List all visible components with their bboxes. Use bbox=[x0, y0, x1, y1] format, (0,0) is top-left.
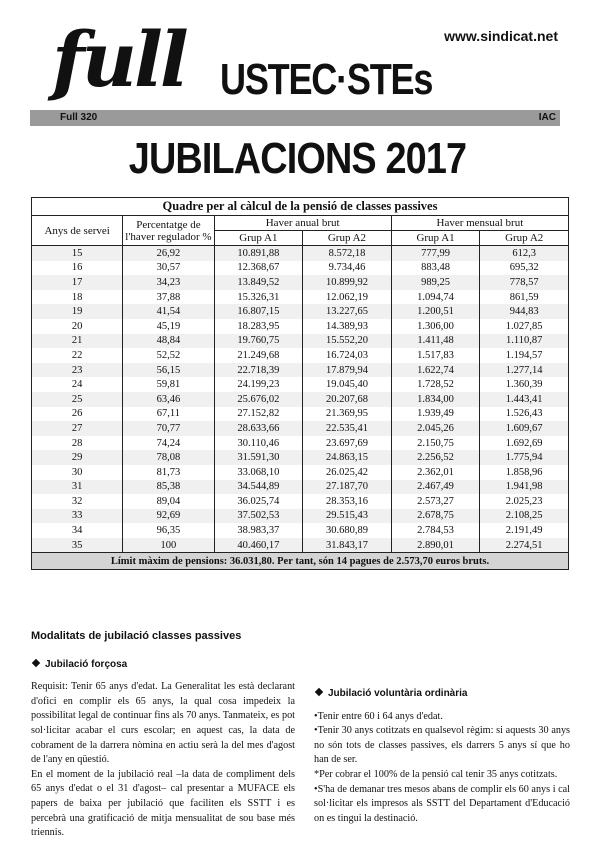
cell-annual-a2: 22.535,41 bbox=[303, 421, 392, 436]
cell-annual-a1: 25.676,02 bbox=[214, 392, 303, 407]
cell-annual-a1: 18.283,95 bbox=[214, 319, 303, 334]
header-annual-a2: Grup A2 bbox=[303, 231, 392, 246]
table-row bbox=[32, 246, 569, 261]
cell-monthly-a2: 1.027,85 bbox=[480, 319, 569, 334]
cell-years: 29 bbox=[32, 450, 123, 465]
website-link[interactable]: www.sindicat.net bbox=[444, 28, 558, 44]
cell-annual-a2: 8.572,18 bbox=[303, 246, 392, 261]
diamond-bullet-icon bbox=[32, 658, 40, 666]
cell-monthly-a2: 1.775,94 bbox=[480, 450, 569, 465]
table-row bbox=[32, 450, 569, 465]
header-percentage-line1: Percentatge de bbox=[136, 218, 201, 231]
cell-years: 23 bbox=[32, 363, 123, 378]
cell-years: 25 bbox=[32, 392, 123, 407]
table-row bbox=[32, 407, 569, 422]
cell-monthly-a1: 2.573,27 bbox=[391, 494, 480, 509]
header-annual: Haver anual brut bbox=[214, 216, 391, 231]
cell-percentage: 52,52 bbox=[123, 348, 214, 363]
cell-monthly-a2: 1.609,67 bbox=[480, 421, 569, 436]
table-row bbox=[32, 538, 569, 553]
cell-monthly-a1: 1.094,74 bbox=[391, 290, 480, 305]
voluntary-paragraph-1: •Tenir entre 60 i 64 anys d'edat. bbox=[314, 710, 443, 722]
cell-annual-a1: 28.633,66 bbox=[214, 421, 303, 436]
cell-years: 35 bbox=[32, 538, 123, 553]
cell-monthly-a2: 2.025,23 bbox=[480, 494, 569, 509]
cell-percentage: 74,24 bbox=[123, 436, 214, 451]
cell-percentage: 70,77 bbox=[123, 421, 214, 436]
cell-annual-a1: 12.368,67 bbox=[214, 261, 303, 276]
cell-annual-a1: 36.025,74 bbox=[214, 494, 303, 509]
header-monthly-a2: Grup A2 bbox=[480, 231, 569, 246]
cell-monthly-a1: 2.362,01 bbox=[391, 465, 480, 480]
cell-annual-a1: 15.326,31 bbox=[214, 290, 303, 305]
cell-monthly-a1: 1.306,00 bbox=[391, 319, 480, 334]
cell-annual-a2: 24.863,15 bbox=[303, 450, 392, 465]
cell-monthly-a2: 1.194,57 bbox=[480, 348, 569, 363]
cell-monthly-a1: 2.678,75 bbox=[391, 509, 480, 524]
cell-percentage: 41,54 bbox=[123, 304, 214, 319]
cell-years: 30 bbox=[32, 465, 123, 480]
cell-percentage: 56,15 bbox=[123, 363, 214, 378]
section-title: Modalitats de jubilació classes passives bbox=[31, 630, 242, 642]
cell-monthly-a2: 1.858,96 bbox=[480, 465, 569, 480]
voluntary-paragraph-2: •Tenir 30 anys cotitzats en qualsevol règim: si aquests 30 anys no són tots de classes passives, els darrers 5 anys sí que ho han de ser. bbox=[314, 725, 570, 766]
cell-annual-a2: 12.062,19 bbox=[303, 290, 392, 305]
table-row bbox=[32, 494, 569, 509]
cell-monthly-a1: 2.784,53 bbox=[391, 523, 480, 538]
cell-annual-a2: 27.187,70 bbox=[303, 480, 392, 495]
table-row bbox=[32, 363, 569, 378]
cell-percentage: 34,23 bbox=[123, 275, 214, 290]
cell-annual-a1: 34.544,89 bbox=[214, 480, 303, 495]
table-row bbox=[32, 523, 569, 538]
cell-monthly-a1: 1.939,49 bbox=[391, 407, 480, 422]
diamond-bullet-icon bbox=[315, 688, 323, 696]
table-row bbox=[32, 319, 569, 334]
cell-percentage: 37,88 bbox=[123, 290, 214, 305]
cell-annual-a2: 10.899,92 bbox=[303, 275, 392, 290]
table-row bbox=[32, 304, 569, 319]
header-annual-a1: Grup A1 bbox=[214, 231, 303, 246]
header-percentage-line2: l'haver regulador % bbox=[125, 230, 212, 243]
table-row bbox=[32, 480, 569, 495]
cell-percentage: 92,69 bbox=[123, 509, 214, 524]
cell-monthly-a1: 2.467,49 bbox=[391, 480, 480, 495]
cell-years: 32 bbox=[32, 494, 123, 509]
cell-annual-a1: 38.983,37 bbox=[214, 523, 303, 538]
cell-annual-a1: 24.199,23 bbox=[214, 377, 303, 392]
header-monthly: Haver mensual brut bbox=[391, 216, 568, 231]
table-row bbox=[32, 334, 569, 349]
cell-annual-a2: 30.680,89 bbox=[303, 523, 392, 538]
header-percentage bbox=[123, 216, 214, 246]
table-row bbox=[32, 392, 569, 407]
organization-tag: IAC bbox=[538, 112, 556, 123]
table-row bbox=[32, 275, 569, 290]
cell-annual-a2: 9.734,46 bbox=[303, 261, 392, 276]
cell-annual-a2: 20.207,68 bbox=[303, 392, 392, 407]
cell-annual-a1: 21.249,68 bbox=[214, 348, 303, 363]
cell-annual-a1: 31.591,30 bbox=[214, 450, 303, 465]
cell-years: 24 bbox=[32, 377, 123, 392]
table-row bbox=[32, 290, 569, 305]
cell-annual-a1: 27.152,82 bbox=[214, 407, 303, 422]
cell-monthly-a2: 1.277,14 bbox=[480, 363, 569, 378]
cell-monthly-a1: 989,25 bbox=[391, 275, 480, 290]
cell-percentage: 89,04 bbox=[123, 494, 214, 509]
cell-years: 16 bbox=[32, 261, 123, 276]
cell-monthly-a1: 2.256,52 bbox=[391, 450, 480, 465]
cell-years: 18 bbox=[32, 290, 123, 305]
cell-percentage: 59,81 bbox=[123, 377, 214, 392]
logo-ustec-stes: USTEC·STEs bbox=[220, 55, 433, 104]
cell-monthly-a2: 1.443,41 bbox=[480, 392, 569, 407]
cell-monthly-a1: 2.150,75 bbox=[391, 436, 480, 451]
cell-percentage: 100 bbox=[123, 538, 214, 553]
table-caption: Quadre per al càlcul de la pensió de classes passives bbox=[32, 198, 569, 216]
cell-monthly-a2: 1.360,39 bbox=[480, 377, 569, 392]
cell-monthly-a2: 2.191,49 bbox=[480, 523, 569, 538]
cell-monthly-a2: 1.110,87 bbox=[480, 334, 569, 349]
table-row bbox=[32, 436, 569, 451]
cell-percentage: 67,11 bbox=[123, 407, 214, 422]
header-monthly-a1: Grup A1 bbox=[391, 231, 480, 246]
cell-monthly-a2: 695,32 bbox=[480, 261, 569, 276]
cell-annual-a2: 15.552,20 bbox=[303, 334, 392, 349]
cell-percentage: 45,19 bbox=[123, 319, 214, 334]
cell-monthly-a2: 861,59 bbox=[480, 290, 569, 305]
table-row bbox=[32, 377, 569, 392]
cell-annual-a1: 37.502,53 bbox=[214, 509, 303, 524]
table-footer-note: Límit màxim de pensions: 36.031,80. Per tant, són 14 pagues de 2.573,70 euros bruts. bbox=[32, 553, 569, 570]
header-years: Anys de servei bbox=[32, 216, 123, 246]
forced-paragraph-1: Requisit: Tenir 65 anys d'edat. La Generalitat les està declarant d'ofici en complir els 65 anys, la qual cosa impedeix la possibilitat legal de continuar fins als 70 anys. Tanmateix, es pot sol·licitar acabar el curs escolar; en aquest cas, la data de cobrament de la darrera nòmina en actiu serà la del mes d'agost de l'any en qüestió. bbox=[31, 681, 295, 766]
cell-monthly-a1: 1.517,83 bbox=[391, 348, 480, 363]
cell-monthly-a2: 1.526,43 bbox=[480, 407, 569, 422]
cell-years: 31 bbox=[32, 480, 123, 495]
voluntary-paragraph-4: •S'ha de demanar tres mesos abans de complir els 60 anys i cal sol·licitar els impresos als SSTT del Departament d'Educació on es tingui la destinació. bbox=[314, 783, 570, 824]
cell-percentage: 81,73 bbox=[123, 465, 214, 480]
table-row bbox=[32, 421, 569, 436]
forced-retirement-title: Jubilació forçosa bbox=[45, 658, 128, 670]
cell-annual-a2: 14.389,93 bbox=[303, 319, 392, 334]
cell-annual-a2: 23.697,69 bbox=[303, 436, 392, 451]
cell-monthly-a2: 2.108,25 bbox=[480, 509, 569, 524]
cell-annual-a2: 31.843,17 bbox=[303, 538, 392, 553]
cell-monthly-a2: 612,3 bbox=[480, 246, 569, 261]
forced-paragraph-2: En el moment de la jubilació real –la data de compliment dels 65 anys d'edat o el 31 d'agost– cal presentar a MUFACE els papers de baixa per jubilació que faciliten els SSTT i es percebrà una gratificació de mitja mensualitat de sou base més triennis. bbox=[31, 768, 295, 839]
cell-annual-a2: 19.045,40 bbox=[303, 377, 392, 392]
cell-percentage: 85,38 bbox=[123, 480, 214, 495]
cell-percentage: 96,35 bbox=[123, 523, 214, 538]
issue-number: Full 320 bbox=[60, 112, 98, 123]
cell-annual-a2: 21.369,95 bbox=[303, 407, 392, 422]
cell-monthly-a1: 1.411,48 bbox=[391, 334, 480, 349]
cell-annual-a2: 28.353,16 bbox=[303, 494, 392, 509]
pension-table bbox=[31, 197, 569, 570]
cell-annual-a1: 33.068,10 bbox=[214, 465, 303, 480]
page-title: JUBILACIONS 2017 bbox=[128, 134, 467, 183]
cell-monthly-a1: 777,99 bbox=[391, 246, 480, 261]
cell-years: 34 bbox=[32, 523, 123, 538]
cell-years: 17 bbox=[32, 275, 123, 290]
cell-annual-a1: 13.849,52 bbox=[214, 275, 303, 290]
table-row bbox=[32, 465, 569, 480]
cell-years: 15 bbox=[32, 246, 123, 261]
right-column bbox=[314, 629, 570, 826]
cell-monthly-a2: 1.692,69 bbox=[480, 436, 569, 451]
cell-monthly-a2: 944,83 bbox=[480, 304, 569, 319]
cell-monthly-a1: 1.834,00 bbox=[391, 392, 480, 407]
cell-annual-a2: 26.025,42 bbox=[303, 465, 392, 480]
cell-monthly-a1: 1.622,74 bbox=[391, 363, 480, 378]
cell-years: 27 bbox=[32, 421, 123, 436]
cell-years: 26 bbox=[32, 407, 123, 422]
cell-annual-a2: 13.227,65 bbox=[303, 304, 392, 319]
voluntary-retirement-title: Jubilació voluntària ordinària bbox=[328, 688, 468, 699]
cell-monthly-a1: 2.045,26 bbox=[391, 421, 480, 436]
cell-annual-a1: 40.460,17 bbox=[214, 538, 303, 553]
cell-years: 33 bbox=[32, 509, 123, 524]
cell-percentage: 26,92 bbox=[123, 246, 214, 261]
cell-years: 21 bbox=[32, 334, 123, 349]
cell-annual-a2: 17.879,94 bbox=[303, 363, 392, 378]
masthead-strip bbox=[30, 110, 560, 126]
left-column bbox=[31, 629, 295, 841]
cell-monthly-a1: 1.200,51 bbox=[391, 304, 480, 319]
voluntary-paragraph-3: *Per cobrar el 100% de la pensió cal tenir 35 anys cotitzats. bbox=[314, 768, 558, 780]
cell-years: 28 bbox=[32, 436, 123, 451]
cell-annual-a1: 10.891,88 bbox=[214, 246, 303, 261]
cell-monthly-a2: 1.941,98 bbox=[480, 480, 569, 495]
table-row bbox=[32, 261, 569, 276]
forced-retirement-heading bbox=[31, 658, 295, 673]
cell-percentage: 30,57 bbox=[123, 261, 214, 276]
cell-years: 22 bbox=[32, 348, 123, 363]
cell-annual-a1: 22.718,39 bbox=[214, 363, 303, 378]
cell-annual-a1: 19.760,75 bbox=[214, 334, 303, 349]
cell-annual-a1: 16.807,15 bbox=[214, 304, 303, 319]
table-row bbox=[32, 348, 569, 363]
cell-monthly-a1: 883,48 bbox=[391, 261, 480, 276]
logo-full: full bbox=[52, 15, 186, 104]
cell-monthly-a1: 2.890,01 bbox=[391, 538, 480, 553]
masthead bbox=[30, 15, 570, 128]
cell-percentage: 63,46 bbox=[123, 392, 214, 407]
voluntary-retirement-heading bbox=[314, 687, 570, 702]
cell-percentage: 48,84 bbox=[123, 334, 214, 349]
cell-years: 19 bbox=[32, 304, 123, 319]
table-row bbox=[32, 509, 569, 524]
cell-annual-a1: 30.110,46 bbox=[214, 436, 303, 451]
cell-monthly-a2: 778,57 bbox=[480, 275, 569, 290]
cell-annual-a2: 29.515,43 bbox=[303, 509, 392, 524]
cell-annual-a2: 16.724,03 bbox=[303, 348, 392, 363]
cell-monthly-a2: 2.274,51 bbox=[480, 538, 569, 553]
cell-percentage: 78,08 bbox=[123, 450, 214, 465]
table-body bbox=[32, 246, 569, 553]
cell-years: 20 bbox=[32, 319, 123, 334]
cell-monthly-a1: 1.728,52 bbox=[391, 377, 480, 392]
